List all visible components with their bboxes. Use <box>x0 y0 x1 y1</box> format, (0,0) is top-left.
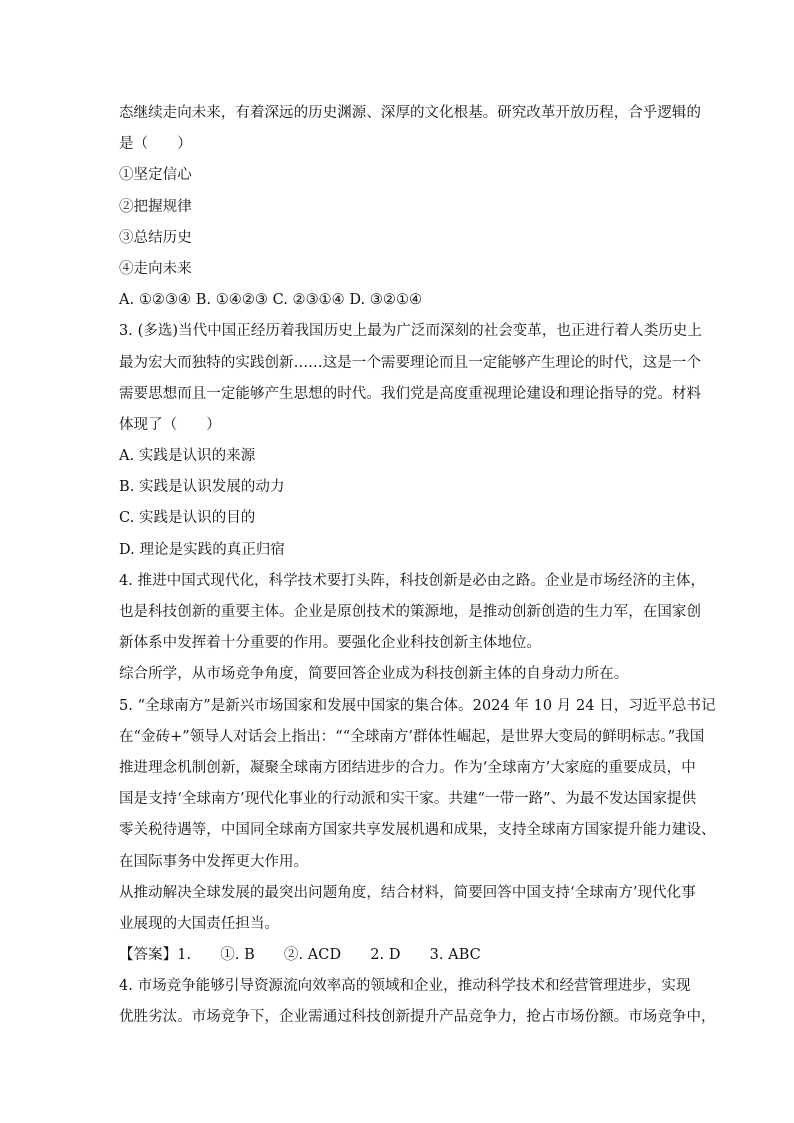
option-d: D. 理论是实践的真正归宿 <box>119 541 285 558</box>
option-line: ①坚定信心 <box>119 167 192 184</box>
answer-label: 【答案】 <box>119 947 178 964</box>
question-5-line: 国是支持‘全球南方’现代化事业的行动派和实干家。共建“一带一路”、为最不发达国家提供 <box>119 791 697 808</box>
question-3-line: 3. (多选)当代中国正经历着我国历史上最为广泛而深刻的社会变革，也正进行着人类历史上 <box>119 323 702 340</box>
question-4-line: 4. 推进中国式现代化，科学技术要打头阵，科技创新是必由之路。企业是市场经济的主体， <box>119 572 706 589</box>
question-4-line: 也是科技创新的重要主体。企业是原创技术的策源地，是推动创新创造的生力军，在国家创 <box>119 604 701 620</box>
answer-explanation-line: 优胜劣汰。市场竞争下，企业需通过科技创新提升产品竞争力，抢占市场份额。市场竞争中， <box>119 1009 716 1026</box>
question-3-line: 需要思想而且一定能够产生思想的时代。我们党是高度重视理论建设和理论指导的党。材料 <box>119 385 701 402</box>
question-4-line: 新体系中发挥着十分重要的作用。要强化企业科技创新主体地位。 <box>119 635 541 652</box>
question-5-line: 在“金砖+”领导人对话会上指出：““全球南方’群体性崛起，是世界大变局的鲜明标志。”我国 <box>119 728 705 745</box>
option-b: B. 实践是认识发展的动力 <box>119 479 285 496</box>
question-3-line: 体现了（ ） <box>119 416 221 433</box>
option-line: ④走向未来 <box>119 260 192 277</box>
option-a: A. 实践是认识的来源 <box>119 448 256 465</box>
question-5-prompt: 业展现的大国责任担当。 <box>119 915 280 932</box>
question-3-line: 最为宏大而独特的实践创新……这是一个需要理论而且一定能够产生理论的时代，这是一个 <box>119 354 701 371</box>
answer-text: 1. ①. B ②. ACD 2. D 3. ABC <box>177 947 481 964</box>
question-5-line: 推进理念机制创新，凝聚全球南方团结进步的合力。作为‘全球南方’大家庭的重要成员，中 <box>119 759 696 776</box>
choice-line: A. ①②③④ B. ①④②③ C. ②③①④ D. ③②①④ <box>119 292 423 309</box>
question-5-line: 在国际事务中发挥更大作用。 <box>119 853 309 870</box>
question-4-prompt: 综合所学，从市场竞争角度，简要回答企业成为科技创新主体的自身动力所在。 <box>119 666 629 683</box>
answer-explanation-line: 4. 市场竞争能够引导资源流向效率高的领域和企业，推动科学技术和经营管理进步，实现 <box>119 978 691 995</box>
question-5-prompt: 从推动解决全球发展的最突出问题角度，结合材料，简要回答中国支持‘全球南方’现代化事 <box>119 884 696 901</box>
question-5-line: 5. “全球南方”是新兴市场国家和发展中国家的集合体。2024 年 10 月 24 日，习近平总书记 <box>119 697 716 714</box>
question-5-line: 零关税待遇等，中国同全球南方国家共享发展机遇和成果，支持全球南方国家提升能力建设、 <box>119 822 716 839</box>
text-line: 态继续走向未来，有着深远的历史渊源、深厚的文化根基。研究改革开放历程，合乎逻辑的 <box>119 105 701 121</box>
answer-line <box>119 940 679 971</box>
option-c: C. 实践是认识的目的 <box>119 510 256 527</box>
option-line: ②把握规律 <box>119 198 192 215</box>
option-line: ③总结历史 <box>119 229 192 246</box>
text-line: 是（ ） <box>119 136 192 153</box>
document-body <box>119 98 716 1034</box>
